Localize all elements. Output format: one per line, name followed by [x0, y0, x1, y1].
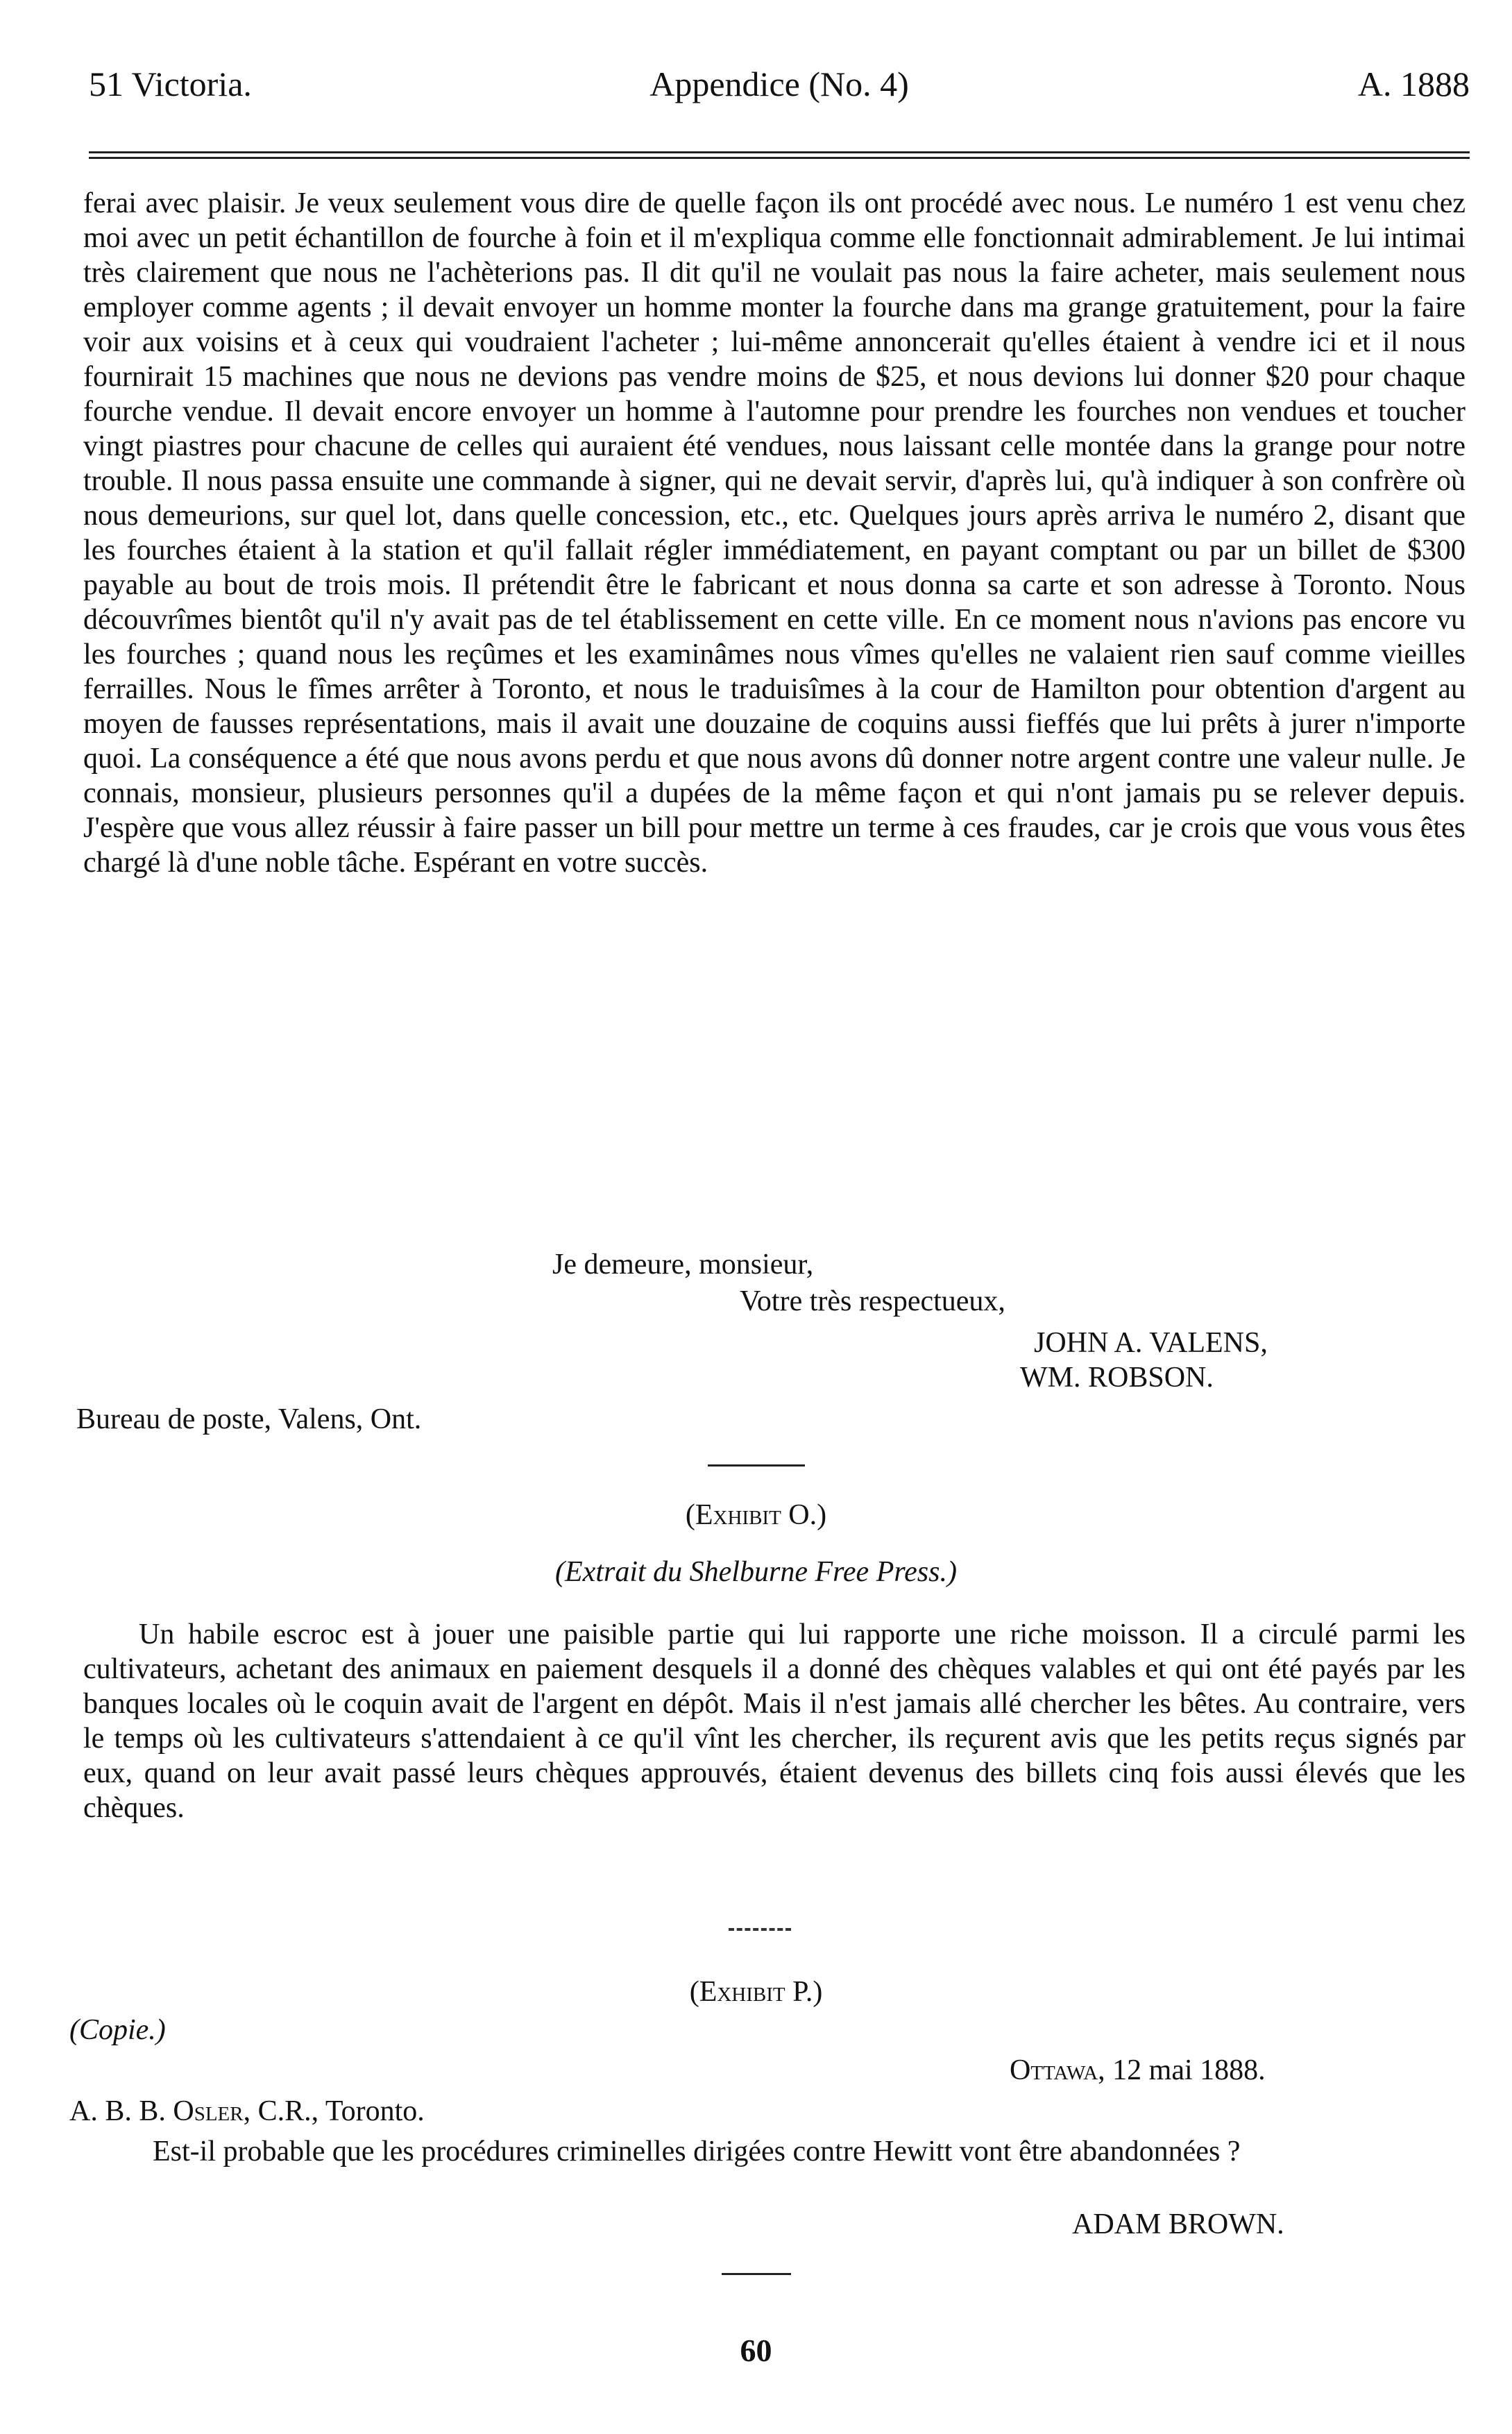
signer-valens: JOHN A. VALENS,: [1034, 1327, 1268, 1359]
copy-note: (Copie.): [69, 2014, 166, 2046]
letter-address: Bureau de poste, Valens, Ont.: [76, 1403, 422, 1435]
header-appendix: Appendice (No. 4): [649, 65, 909, 103]
exhibit-o-body: Un habile escroc est à jouer une paisible partie qui lui rapporte une riche moisson. Il a circulé parmi les cultivateurs, achetant des animaux en paiement desquels il a donné des chèques valables et qui ont été payés par les banques locales où le coquin avait de l'argent en dépôt. Mais il n'est jamais allé chercher les bêtes. Au contraire, vers le temps où les cultivateurs s'attendaient à ce qu'il vînt les chercher, ils reçurent avis que les petits reçus signés par eux, quand on leur avait passé leurs chèques approuvés, étaient devenus des billets cinq fois aussi élevés que les chèques.: [83, 1619, 1466, 1824]
page-number: 60: [740, 2333, 772, 2368]
header-session: 51 Victoria.: [89, 65, 252, 103]
header-rule-bottom: [89, 157, 1470, 159]
letter-closing-line1: Je demeure, monsieur,: [552, 1249, 814, 1281]
signer-robson: WM. ROBSON.: [1020, 1362, 1214, 1394]
section-divider-dashed: [729, 1928, 791, 1931]
exhibit-p-recipient: A. B. B. Osler, C.R., Toronto.: [69, 2095, 425, 2127]
exhibit-p-heading: (Exhibit P.): [689, 1976, 823, 2008]
exhibit-p-body: Est-il probable que les procédures criminelles dirigées contre Hewitt vont être abandonnées ?: [153, 2136, 1241, 2167]
letter-closing-line2: Votre très respectueux,: [740, 1285, 1005, 1317]
exhibit-o-heading: (Exhibit O.): [685, 1499, 827, 1531]
section-divider: [708, 1464, 805, 1467]
exhibit-p-dateline: Ottawa, 12 mai 1888.: [1010, 2054, 1266, 2086]
exhibit-o-source: (Extrait du Shelburne Free Press.): [555, 1556, 957, 1588]
header-rule-top: [89, 151, 1470, 153]
signer-brown: ADAM BROWN.: [1072, 2208, 1284, 2240]
page-header: [89, 64, 1470, 112]
header-year: A. 1888: [1357, 65, 1470, 103]
end-divider: [722, 2273, 791, 2275]
letter-body: ferai avec plaisir. Je veux seulement vous dire de quelle façon ils ont procédé avec nous. Le numéro 1 est venu chez moi avec un petit échantillon de fourche à foin et il m'expliqua comme elle fonctionnait admirablement. Je lui intimai très clairement que nous ne l'achèterions pas. Il dit qu'il ne voulait pas nous la faire acheter, mais seulement nous employer comme agents ; il devait envoyer un homme monter la fourche dans ma grange gratuitement, pour la faire voir aux voisins et à ceux qui voudraient l'acheter ; lui-même annoncerait qu'elles étaient à vendre ici et il nous fournirait 15 machines que nous ne devions pas vendre moins de $25, et nous devions lui donner $20 pour chaque fourche vendue. Il devait encore envoyer un homme à l'automne pour prendre les fourches non vendues et toucher vingt piastres pour chacune de celles qui auraient été vendues, nous laissant celle montée dans la grange pour notre trouble. Il nous passa ensuite une commande à signer, qui ne devait servir, d'après lui, qu'à indiquer à son confrère où nous demeurions, sur quel lot, dans quelle concession, etc., etc. Quelques jours après arriva le numéro 2, disant que les fourches étaient à la station et qu'il fallait régler immédiatement, en payant comptant ou par un billet de $300 payable au bout de trois mois. Il prétendit être le fabricant et nous donna sa carte et son adresse à Toronto. Nous découvrîmes bientôt qu'il n'y avait pas de tel établissement en cette ville. En ce moment nous n'avions pas encore vu les fourches ; quand nous les reçûmes et les examinâmes nous vîmes qu'elles ne valaient rien sauf comme vieilles ferrailles. Nous le fîmes arrêter à Toronto, et nous le traduisîmes à la cour de Hamilton pour obtention d'argent au moyen de fausses représentations, mais il avait une douzaine de coquins aussi fieffés que lui prêts à jurer n'importe quoi. La conséquence a été que nous avons perdu et que nous avons dû donner notre argent contre une valeur nulle. Je connais, monsieur, plusieurs personnes qu'il a dupées de la même façon et qui n'ont jamais pu se relever depuis. J'espère que vous allez réussir à faire passer un bill pour mettre un terme à ces fraudes, car je crois que vous vous êtes chargé là d'une noble tâche. Espérant en votre succès.: [83, 187, 1466, 879]
